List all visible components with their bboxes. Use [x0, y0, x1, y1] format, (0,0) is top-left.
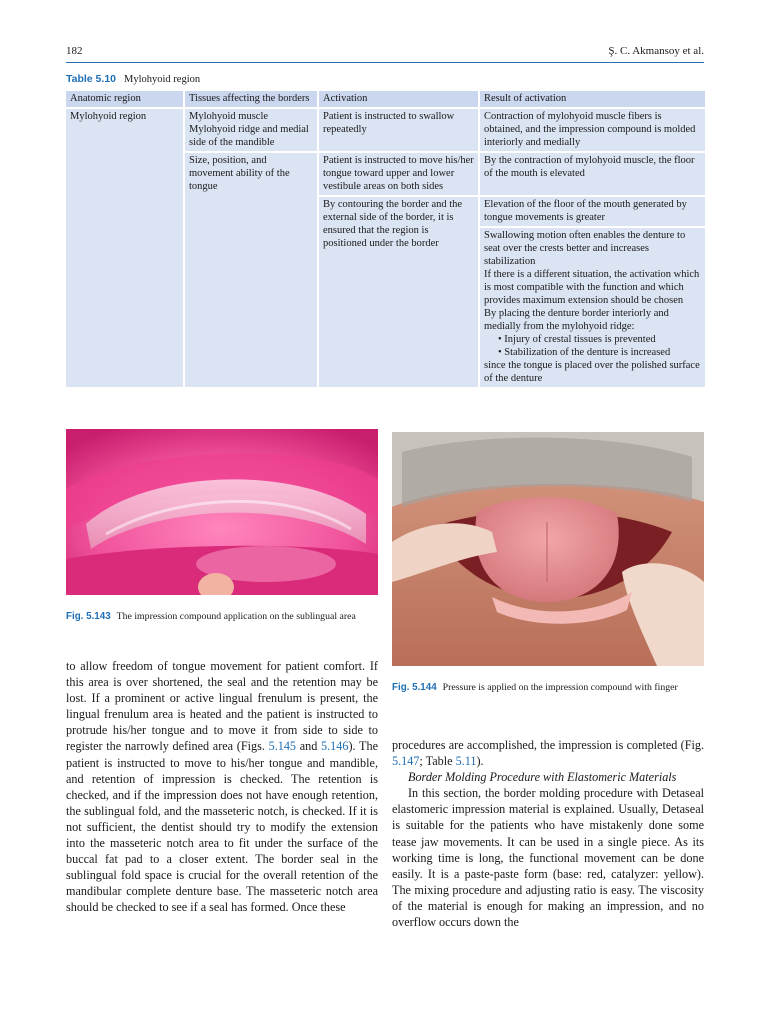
page-header: [66, 44, 704, 63]
figure-label: Fig. 5.144: [392, 682, 437, 693]
figure-caption-text: Pressure is applied on the impression compound with finger: [442, 682, 678, 693]
cell-result-2: By the contraction of mylohyoid muscle, the floor of the mouth is elevated: [479, 152, 705, 196]
paragraph: In this section, the border molding procedure with Detaseal elastomeric impression material is explained. Usually, Detaseal is suitable for the patients who have mistakenly done some tease jaw movements. It can be used in a single piece. As its working time is long, the functional movement can be done easily. It is a paste-paste form (base: red, catalyzer: yellow). The mixing procedure and adjusting ratio is easy. The viscosity of the material is enough for making an impression, and no overflow occurs down the: [392, 786, 704, 930]
figure-5-144-image: [392, 432, 704, 666]
figure-ref-link[interactable]: 5.145: [268, 739, 297, 754]
bullet-item: • Injury of crestal tissues is prevented: [498, 334, 656, 345]
figure-ref-link[interactable]: 5.147: [392, 754, 420, 769]
cell-result-4: [479, 227, 705, 387]
mylohyoid-table: [66, 91, 705, 387]
body-text: ).: [476, 754, 484, 769]
header-result: Result of activation: [479, 91, 705, 108]
finger-pressure-illustration: [392, 432, 704, 666]
body-text: procedures are accomplished, the impression is completed (Fig.: [392, 738, 704, 752]
page-number: 182: [66, 45, 83, 57]
cell-result-1: Contraction of mylohyoid muscle fibers is obtained, and the impression compound is molded interiorly and medially: [479, 108, 705, 152]
bullet-item: • Stabilization of the denture is increased: [498, 347, 671, 358]
cell-result-3: Elevation of the floor of the mouth generated by tongue movements is greater: [479, 196, 705, 227]
tissue-item: Mylohyoid ridge and medial side of the mandible: [189, 124, 309, 148]
figure-5-143-caption: [66, 611, 378, 623]
result-text: Swallowing motion often enables the denture to seat over the crests better and increases stabilization: [484, 230, 686, 267]
body-text: ; Table: [419, 754, 456, 769]
figure-5-143-image: [66, 429, 378, 595]
header-activation: Activation: [318, 91, 479, 108]
body-column-right: [392, 737, 704, 930]
table-ref-link[interactable]: 5.11: [455, 754, 477, 769]
sublingual-impression-illustration: [66, 429, 378, 595]
table-header-row: [66, 91, 705, 108]
running-head: Ş. C. Akmansoy et al.: [608, 45, 704, 57]
figure-5-144-caption: [392, 682, 704, 694]
header-tissues: Tissues affecting the borders: [184, 91, 318, 108]
figure-caption-text: The impression compound application on the sublingual area: [116, 611, 356, 622]
table-caption: [66, 73, 200, 85]
table-title: Mylohyoid region: [124, 74, 201, 85]
result-text: since the tongue is placed over the polished surface of the denture: [484, 360, 700, 384]
paragraph: [66, 658, 378, 916]
paragraph: [392, 737, 704, 769]
header-anatomic-region: Anatomic region: [66, 91, 184, 108]
body-text: ). The patient is instructed to move to his/her tongue and mandible, and retention of impression is checked. The retention is checked, and if the impression does not have enough retention, the sublingual fold, and the masseteric notch, is checked. If it is not sufficient, the dentist should try to modify the extension into the masseteric notch area to fit under the surface of the buccal fat pad to a closer extent. The border seal in the sublingual fold space is crucial for the overall retention of the mandibular complete denture base. The masseteric notch area should be checked to see if a seal has formed. Once these: [66, 739, 378, 915]
cell-activation-2: Patient is instructed to move his/her tongue toward upper and lower vestibule areas on both sides: [318, 152, 479, 196]
body-text: to allow freedom of tongue movement for patient comfort. If this area is over shortened, the seal and the retention may be lost. If a prominent or active lingual frenulum is present, the lingual frenulum area is heated and the patient is instructed to protrude his/her tongue and to move it from side to side to register the narrowly defined area (Figs.: [66, 659, 378, 754]
cell-activation-3: By contouring the border and the external side of the border, it is ensured that the region is positioned under the border: [318, 196, 479, 387]
figure-label: Fig. 5.143: [66, 611, 111, 622]
body-column-left: [66, 658, 378, 916]
table-label: Table 5.10: [66, 73, 116, 85]
section-subheading: Border Molding Procedure with Elastomeric Materials: [408, 770, 677, 785]
figure-ref-link[interactable]: 5.146: [321, 739, 349, 754]
cell-tissues-1: [184, 108, 318, 152]
result-text: If there is a different situation, the activation which is most compatible with the function and which provides maximum extension should be chosen: [484, 269, 700, 306]
body-text: and: [296, 739, 322, 754]
tissue-item: Mylohyoid muscle: [189, 111, 269, 122]
cell-tissues-2: Size, position, and movement ability of the tongue: [184, 152, 318, 387]
cell-region: Mylohyoid region: [66, 108, 184, 387]
cell-activation-1: Patient is instructed to swallow repeatedly: [318, 108, 479, 152]
result-text: By placing the denture border interiorly and medially from the mylohyoid ridge:: [484, 308, 669, 332]
